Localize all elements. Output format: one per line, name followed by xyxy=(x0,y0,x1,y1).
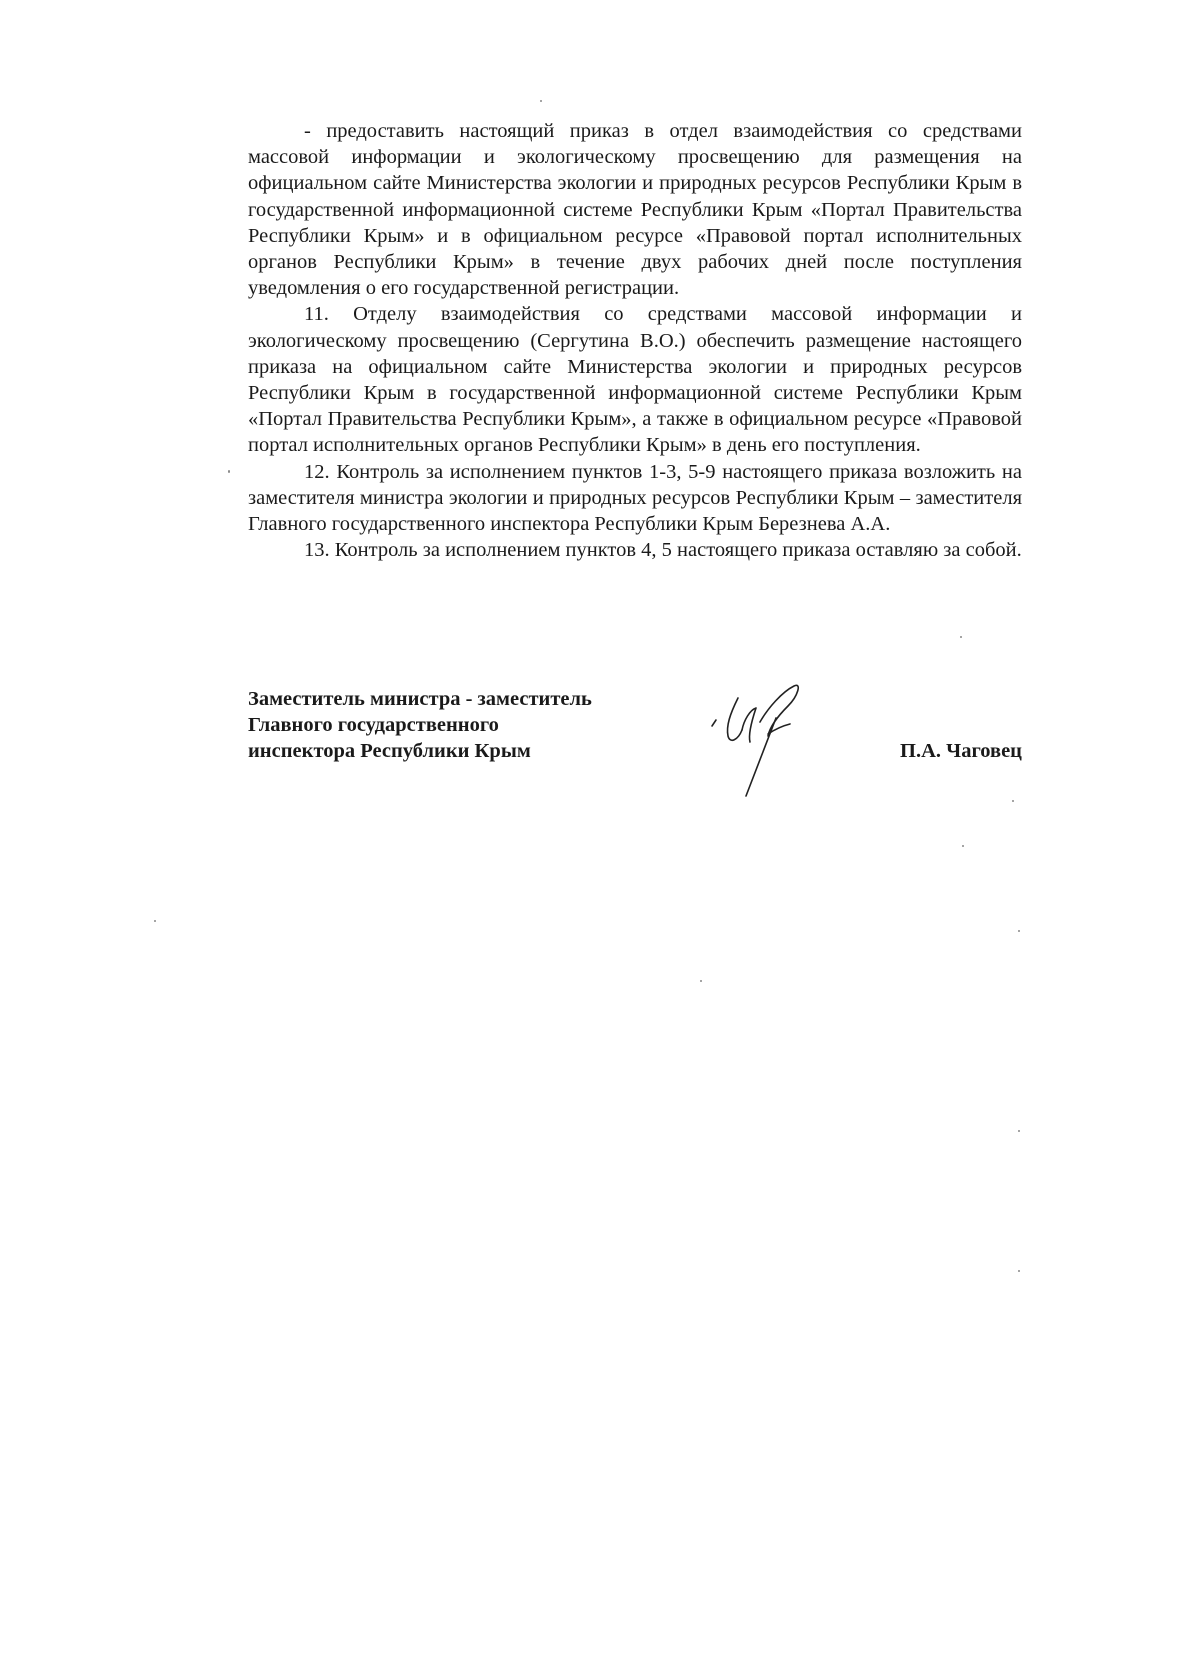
scan-speck xyxy=(1012,800,1014,802)
scan-speck xyxy=(960,636,962,638)
scan-speck xyxy=(1018,1130,1020,1132)
paragraph-item-11: 11. Отделу взаимодействия со средствами массовой информации и экологическому просвещению (Сергутина В.О.) обеспечить размещение настоящего приказа на официальном сайте Министерства экологии и природных ресурсов Республики Крым в государственной информационной системе Республики Крым «Портал Правительства Республики Крым», а также в официальном ресурсе «Правовой портал исполнительных органов Республики Крым» в день его поступления. xyxy=(248,303,1022,457)
scan-speck xyxy=(154,920,156,922)
handwritten-signature xyxy=(698,678,828,798)
scan-speck xyxy=(1018,1270,1020,1272)
paragraph-item-12: 12. Контроль за исполнением пунктов 1-3, 5-9 настоящего приказа возложить на заместителя министра экологии и природных ресурсов Республики Крым – заместителя Главного государственного инспектора Республики Крым Березнева А.А. xyxy=(248,460,1022,536)
scan-speck xyxy=(1018,930,1020,932)
paragraph-item-13: 13. Контроль за исполнением пунктов 4, 5 настоящего приказа оставляю за собой. xyxy=(304,539,1022,562)
scan-speck xyxy=(540,100,542,102)
signature-block xyxy=(248,686,1022,796)
scan-speck xyxy=(228,470,230,473)
signatory-position-line: Заместитель министра - заместитель xyxy=(248,688,592,710)
scan-speck xyxy=(700,980,702,982)
scan-speck xyxy=(962,845,964,847)
signatory-position-line: инспектора Республики Крым xyxy=(248,740,531,762)
signatory-name: П.А. Чаговец xyxy=(900,740,1022,762)
document-body xyxy=(248,118,1022,563)
signatory-position xyxy=(248,686,668,764)
paragraph-publication-instruction: - предоставить настоящий приказ в отдел взаимодействия со средствами массовой информации и экологическому просвещению для размещения на официальном сайте Министерства экологии и природных ресурсов Республики Крым в государственной информационной системе Республики Крым «Портал Правительства Республики Крым» и в официальном ресурсе «Правовой портал исполнительных органов Республики Крым» в течение двух рабочих дней после поступления уведомления о его государственной регистрации. xyxy=(248,120,1022,300)
signatory-position-line: Главного государственного xyxy=(248,714,499,736)
